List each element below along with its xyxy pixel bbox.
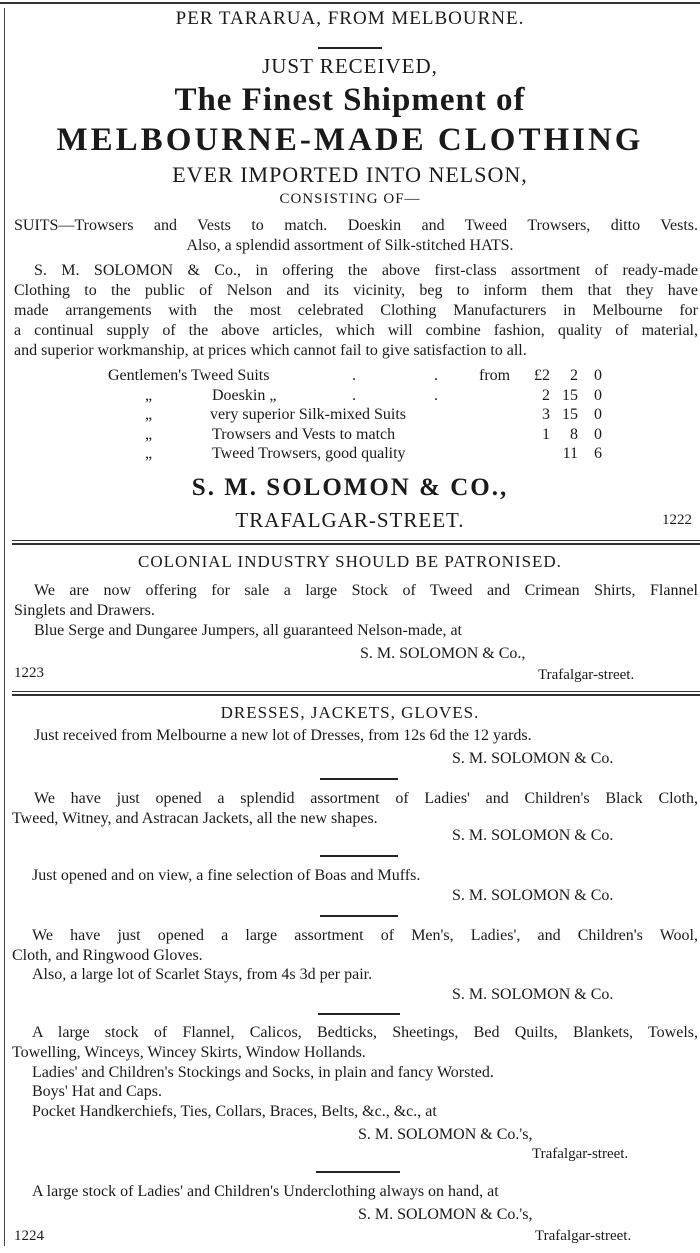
short-rule (316, 1171, 400, 1173)
ad3-text: Tweed, Witney, and Astracan Jackets, all the new shapes. (12, 810, 378, 827)
ad1-street: TRAFALGAR-STREET. (235, 508, 465, 532)
leader-dot: . (434, 387, 438, 404)
price-shillings: 15 (562, 387, 578, 404)
ad2-number: 1223 (14, 665, 44, 681)
price-shillings: 2 (570, 367, 578, 384)
ditto-mark: „ (145, 445, 153, 462)
short-rule (320, 778, 398, 780)
ad1-body-line: Clothing to the public of Nelson and its vicinity, beg to inform them that they have (14, 282, 698, 299)
ad1-melbourne-made-clothing: MELBOURNE-MADE CLOTHING (56, 122, 644, 158)
price-from: from (479, 367, 511, 384)
price-item: Doeskin „ (212, 387, 277, 404)
price-shillings: 8 (570, 426, 578, 443)
price-pounds: 2 (542, 387, 550, 404)
ad1-body-line: a continual supply of the above articles, which will combine fashion, quality of material, (14, 322, 698, 339)
ad2-line: We are now offering for sale a large Stock of Tweed and Crimean Shirts, Flannel (34, 582, 698, 599)
ad3-text: Towelling, Winceys, Wincey Skirts, Window Hollands. (12, 1044, 366, 1061)
ditto-mark: „ (145, 406, 153, 423)
ad3-text: Just received from Melbourne a new lot of Dresses, from 12s 6d the 12 yards. (34, 727, 532, 744)
ad1-just-received: JUST RECEIVED, (262, 54, 438, 78)
ad3-street: Trafalgar-street. (532, 1146, 629, 1162)
ad3-text: Just opened and on view, a fine selection of Boas and Muffs. (32, 867, 421, 884)
ad3-firm: S. M. SOLOMON & Co.'s, (358, 1126, 533, 1143)
ad1-number: 1222 (662, 512, 692, 528)
ad1-heading: PER TARARUA, FROM MELBOURNE. (175, 8, 525, 29)
ad3-text: A large stock of Flannel, Calicos, Bedticks, Sheetings, Bed Quilts, Blankets, Towels, (32, 1024, 698, 1041)
leader-dot: . (352, 387, 356, 404)
ad2-firm: S. M. SOLOMON & Co., (360, 645, 526, 662)
ad3-text: A large stock of Ladies' and Children's Underclothing always on hand, at (32, 1183, 499, 1200)
ad3-firm: S. M. SOLOMON & Co. (452, 750, 614, 767)
ad1-body-line: S. M. SOLOMON & Co., in offering the above first-class assortment of ready-made (34, 262, 698, 279)
ad1-firm-name: S. M. SOLOMON & CO., (191, 474, 509, 501)
ditto-mark: „ (145, 426, 153, 443)
price-shillings: 11 (562, 445, 578, 462)
price-item: Gentlemen's Tweed Suits (108, 367, 270, 384)
ad1-finest-shipment: The Finest Shipment of (174, 82, 526, 118)
leader-dot: . (352, 367, 356, 384)
ad2-line: Blue Serge and Dungaree Jumpers, all guaranteed Nelson-made, at (34, 622, 462, 639)
ad3-text: Pocket Handkerchiefs, Ties, Collars, Braces, Belts, &c., &c., at (32, 1103, 437, 1120)
ad3-firm: S. M. SOLOMON & Co. (452, 986, 614, 1003)
ad2-heading: COLONIAL INDUSTRY SHOULD BE PATRONISED. (138, 552, 562, 571)
ad2-line: Singlets and Drawers. (14, 602, 155, 619)
ad1-body-line: made arrangements with the most celebrated Clothing Manufacturers in Melbourne for (14, 302, 698, 319)
price-pounds: 3 (542, 406, 550, 423)
section-rule (12, 540, 700, 545)
ditto-mark: „ (145, 387, 153, 404)
ad3-text: We have just opened a large assortment of Men's, Ladies', and Children's Wool, (32, 927, 698, 944)
short-rule (318, 1013, 400, 1015)
ad3-firm: S. M. SOLOMON & Co. (452, 827, 614, 844)
ad3-text: Cloth, and Ringwood Gloves. (12, 947, 203, 964)
price-item: very superior Silk-mixed Suits (210, 406, 406, 423)
price-pounds: £2 (534, 367, 550, 384)
price-pence: 6 (594, 445, 602, 462)
short-rule (320, 915, 398, 917)
ad3-text: Ladies' and Children's Stockings and Socks, in plain and fancy Worsted. (32, 1064, 494, 1081)
price-item: Trowsers and Vests to match (212, 426, 396, 443)
ad3-firm: S. M. SOLOMON & Co. (452, 887, 614, 904)
price-pence: 0 (594, 406, 602, 423)
ad3-text: Boys' Hat and Caps. (32, 1083, 162, 1100)
top-rule (0, 2, 700, 4)
ad2-street: Trafalgar-street. (538, 667, 635, 683)
ad3-street: Trafalgar-street. (535, 1228, 632, 1244)
ad3-text: We have just opened a splendid assortment of Ladies' and Children's Black Cloth, (34, 790, 698, 807)
ad1-suits-line: SUITS—Trowsers and Vests to match. Doeskin and Tweed Trowsers, ditto Vests. (14, 217, 698, 234)
price-shillings: 15 (562, 406, 578, 423)
ad1-consisting-of: CONSISTING OF— (279, 191, 421, 207)
short-rule (320, 855, 398, 857)
price-pence: 0 (594, 426, 602, 443)
leader-dot: . (434, 367, 438, 384)
short-rule (318, 47, 382, 49)
ad3-number: 1224 (14, 1228, 44, 1244)
price-pence: 0 (594, 387, 602, 404)
ad3-text: Also, a large lot of Scarlet Stays, from 4s 3d per pair. (32, 966, 373, 983)
price-pounds: 1 (542, 426, 550, 443)
price-item: Tweed Trowsers, good quality (212, 445, 406, 462)
ad3-firm: S. M. SOLOMON & Co.'s, (358, 1206, 533, 1223)
ad1-hats-line: Also, a splendid assortment of Silk-stitched HATS. (186, 237, 514, 254)
section-rule (12, 691, 700, 696)
ad1-body-line: and superior workmanship, at prices which cannot fail to give satisfaction to all. (14, 342, 527, 359)
ad3-heading: DRESSES, JACKETS, GLOVES. (220, 703, 480, 722)
price-pence: 0 (594, 367, 602, 384)
ad1-ever-imported: EVER IMPORTED INTO NELSON, (172, 162, 528, 187)
